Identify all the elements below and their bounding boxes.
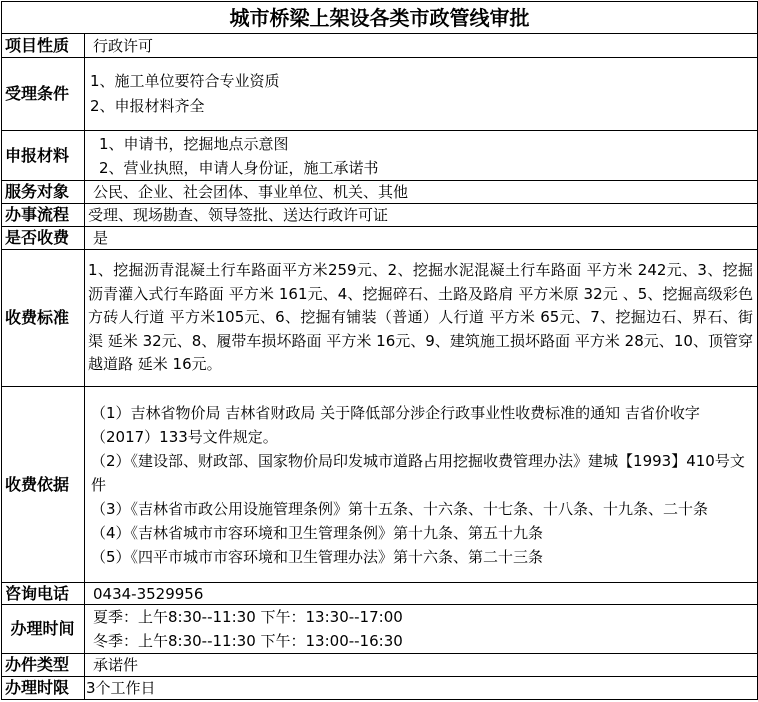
basis-line: （4）《吉林省城市市容环境和卫生管理条例》第十九条、第五十九条 <box>91 523 544 542</box>
value-type: 承诺件 <box>85 654 758 677</box>
row-hours <box>2 605 758 654</box>
row-charged <box>2 227 758 250</box>
label-time-limit: 办理时限 <box>2 677 85 700</box>
label-hours: 办理时间 <box>2 605 85 654</box>
row-process <box>2 204 758 227</box>
page-title: 城市桥梁上架设各类市政管线审批 <box>2 2 758 34</box>
label-fee-basis: 收费依据 <box>2 387 85 583</box>
row-audience <box>2 181 758 204</box>
value-fee-standard: 1、挖掘沥青混凝土行车路面平方米259元、2、挖掘水泥混凝土行车路面 平方米 242元、3、挖掘沥青灌入式行车路面 平方米 161元、4、挖掘碎石、土路及路肩 平方米原 32元 、5、挖掘高级彩色方砖人行道 平方米105元、6、挖掘有铺装（普通）人行道 平方米 65元、7、挖掘边石、界石、街渠 延米 32元、8、履带车损坏路面 平方米 16元、9、建筑施工损坏路面 平方米 28元、10、顶管穿越道路 延米 16元。 <box>85 250 758 387</box>
value-fee-basis <box>85 387 758 583</box>
condition-line: 2、申报材料齐全 <box>90 97 205 115</box>
label-type: 办件类型 <box>2 654 85 677</box>
basis-line: （5）《四平市城市市容环境和卫生管理办法》第十六条、第二十三条 <box>91 547 544 566</box>
row-fee-standard <box>2 250 758 387</box>
label-fee-standard: 收费标准 <box>2 250 85 387</box>
value-phone: 0434-3529956 <box>85 583 758 605</box>
row-fee-basis <box>2 387 758 583</box>
hours-summer: 夏季：上午8:30--11:30 下午：13:30--17:00 <box>93 608 403 626</box>
label-materials: 申报材料 <box>2 131 85 181</box>
basis-line: （1）吉林省物价局 吉林省财政局 关于降低部分涉企行政事业性收费标准的通知 吉省价收字（2017）133号文件规定。 <box>91 403 700 446</box>
basis-line: （3）《吉林省市政公用设施管理条例》第十五条、十六条、十七条、十八条、十九条、二十条 <box>91 499 709 518</box>
approval-info-table <box>1 1 758 700</box>
label-conditions: 受理条件 <box>2 58 85 131</box>
label-phone: 咨询电话 <box>2 583 85 605</box>
label-nature: 项目性质 <box>2 34 85 58</box>
condition-line: 1、施工单位要符合专业资质 <box>90 72 280 90</box>
row-type <box>2 654 758 677</box>
row-materials <box>2 131 758 181</box>
row-nature <box>2 34 758 58</box>
material-line: 2、营业执照，申请人身份证，施工承诺书 <box>99 158 379 177</box>
value-hours <box>85 605 758 654</box>
row-phone <box>2 583 758 605</box>
row-time-limit <box>2 677 758 700</box>
label-charged: 是否收费 <box>2 227 85 250</box>
value-audience: 公民、企业、社会团体、事业单位、机关、其他 <box>85 181 758 204</box>
value-nature: 行政许可 <box>85 34 758 58</box>
value-materials <box>85 131 758 181</box>
value-charged: 是 <box>85 227 758 250</box>
hours-winter: 冬季：上午8:30--11:30 下午：13:00--16:30 <box>93 632 403 650</box>
value-process: 受理、现场勘查、领导签批、送达行政许可证 <box>85 204 758 227</box>
material-line: 1、申请书，挖掘地点示意图 <box>99 134 289 153</box>
row-conditions <box>2 58 758 131</box>
label-process: 办事流程 <box>2 204 85 227</box>
basis-line: （2）《建设部、财政部、国家物价局印发城市道路占用挖掘收费管理办法》建城【1993】410号文件 <box>91 451 745 494</box>
value-time-limit: 3个工作日 <box>85 677 758 700</box>
label-audience: 服务对象 <box>2 181 85 204</box>
value-conditions <box>85 58 758 131</box>
